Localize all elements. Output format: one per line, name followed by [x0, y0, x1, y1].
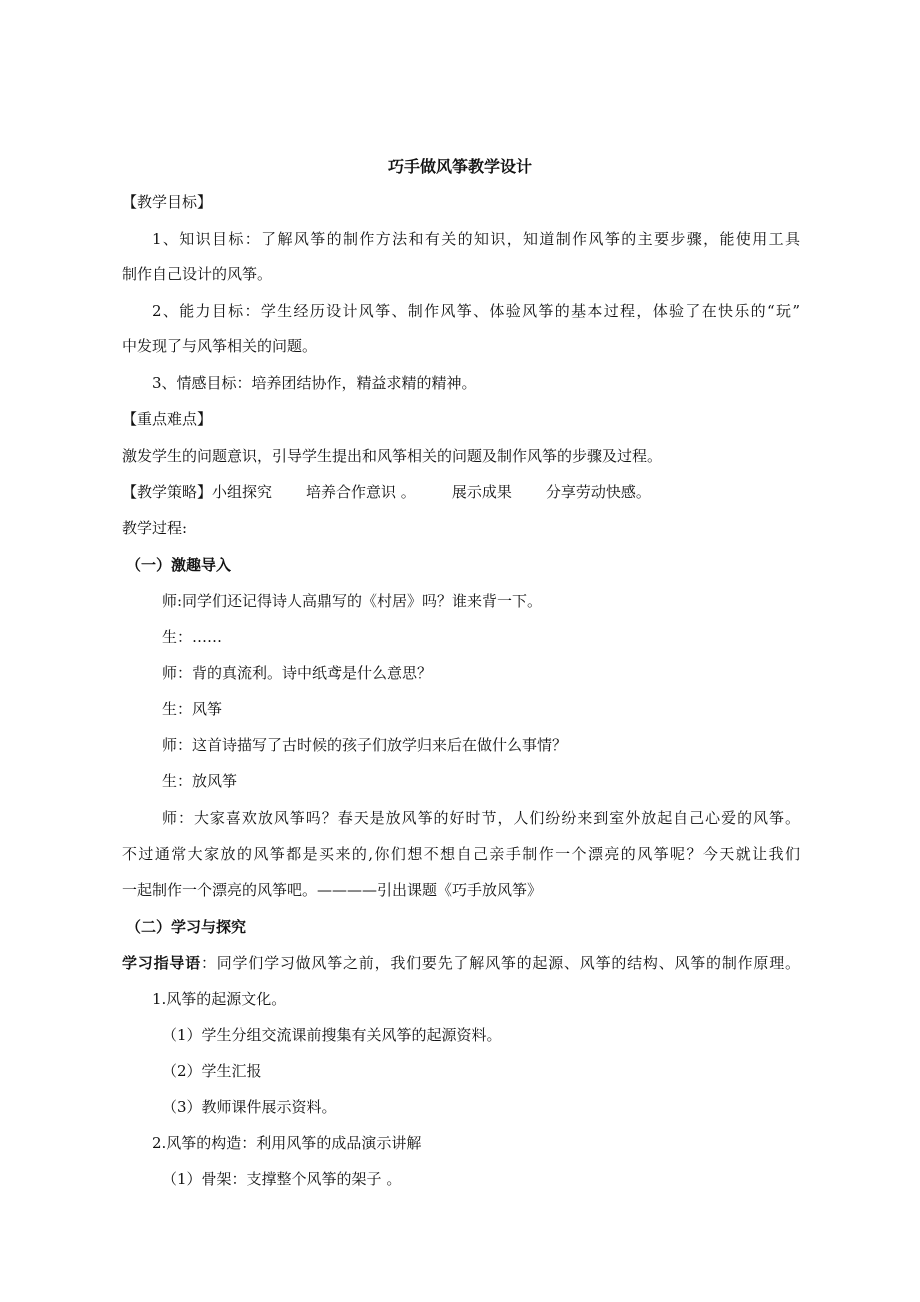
key-points-heading: 【重点难点】: [122, 410, 213, 428]
strategy-item-3: 展示成果: [451, 483, 512, 501]
item-1-sub: （1）学生分组交流课前搜集有关风筝的起源资料。: [162, 1026, 502, 1044]
objective-1-line-2: 制作自己设计的风筝。: [122, 265, 273, 283]
item-2: 2.风筝的构造：利用风筝的成品演示讲解: [152, 1134, 422, 1152]
dialogue-line: 师：背的真流利。诗中纸鸢是什么意思？: [162, 664, 433, 682]
section-2-heading: （二）学习与探究: [126, 918, 247, 936]
dialogue-line: 生：……: [162, 628, 223, 646]
dialogue-line: 生：风筝: [162, 700, 223, 718]
strategy-item-2: 培养合作意识 。: [306, 483, 416, 501]
page-title: 巧手做风筝教学设计: [387, 157, 532, 176]
dialogue-line: 生：放风筝: [162, 772, 238, 790]
strategy-item-1: 小组探究: [212, 483, 273, 501]
study-guide-line: [122, 953, 800, 973]
strategy-label: 【教学策略】: [122, 483, 213, 501]
dialogue-line: 师：这首诗描写了古时候的孩子们放学归来后在做什么事情？: [162, 736, 568, 754]
key-points-text: 激发学生的问题意识，引导学生提出和风筝相关的问题及制作风筝的步骤及过程。: [122, 447, 663, 465]
item-1: 1.风筝的起源文化。: [152, 990, 287, 1008]
objective-2-line-2: 中发现了与风筝相关的问题。: [122, 337, 318, 355]
strategy-line: [122, 482, 651, 502]
item-2-sub: （1）骨架：支撑整个风筝的架子 。: [162, 1170, 402, 1188]
study-guide-text: ：同学们学习做风筝之前，我们要先了解风筝的起源、风筝的结构、风筝的制作原理。: [200, 954, 800, 972]
item-1-sub: （3）教师课件展示资料。: [162, 1098, 337, 1116]
objective-3: 3、情感目标：培养团结协作，精益求精的精神。: [152, 374, 477, 392]
intro-paragraph-line-1: 师：大家喜欢放风筝吗？春天是放风筝的好时节，人们纷纷来到室外放起自己心爱的风筝。: [162, 809, 800, 827]
section-1-heading: （一）激趣导入: [126, 556, 232, 574]
intro-paragraph-line-2: 不过通常大家放的风筝都是买来的,你们想不想自己亲手制作一个漂亮的风筝呢？今天就让我们: [122, 845, 800, 863]
dialogue-line: 师:同学们还记得诗人高鼎写的《村居》吗？谁来背一下。: [162, 592, 543, 610]
objective-2-line-1: 2、能力目标：学生经历设计风筝、制作风筝、体验风筝的基本过程，体验了在快乐的“玩”: [152, 302, 800, 320]
process-heading: 教学过程:: [122, 519, 188, 537]
objective-1-line-1: 1、知识目标：了解风筝的制作方法和有关的知识，知道制作风筝的主要步骤，能使用工具: [152, 230, 800, 248]
item-1-sub: （2）学生汇报: [162, 1062, 262, 1080]
study-guide-label: 学习指导语: [122, 954, 201, 972]
intro-paragraph-line-3: 一起制作一个漂亮的风筝吧。————引出课题《巧手放风筝》: [122, 881, 543, 899]
objectives-heading: 【教学目标】: [122, 193, 213, 211]
strategy-item-4: 分享劳动快感。: [545, 483, 651, 501]
